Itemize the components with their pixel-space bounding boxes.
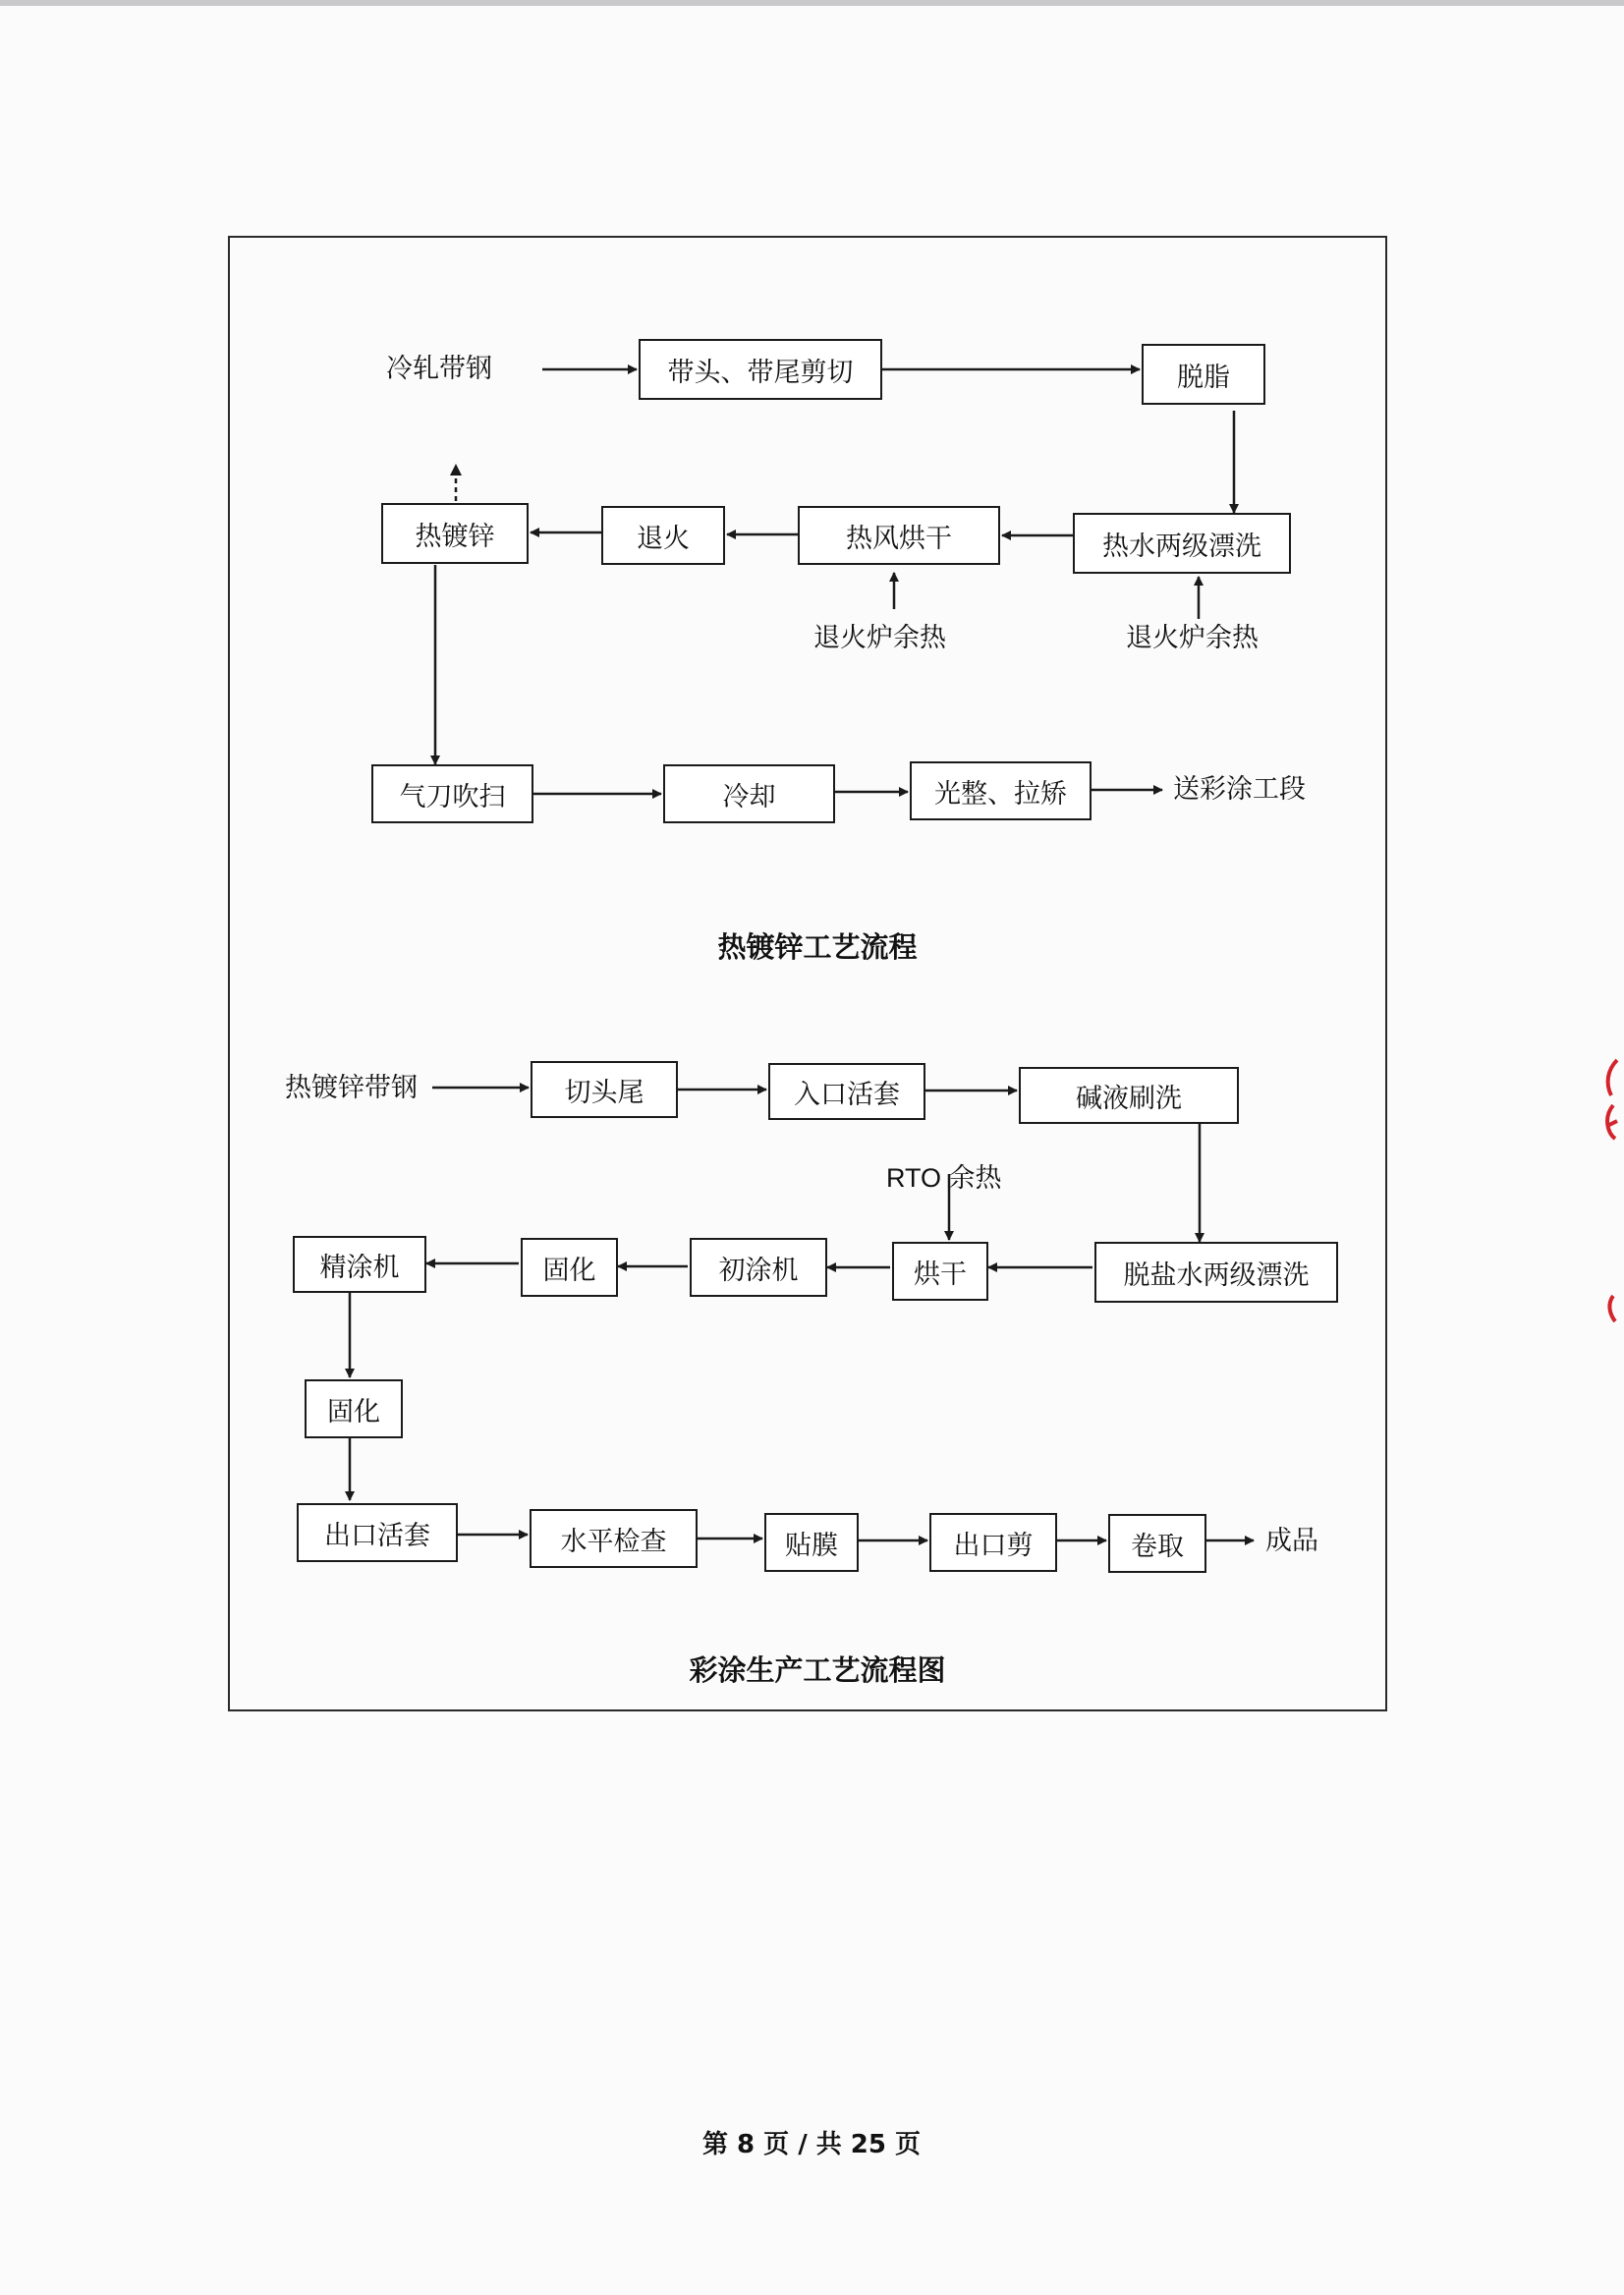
color-coat-caption: 彩涂生产工艺流程图 <box>689 1653 946 1687</box>
hot-dip-caption: 热镀锌工艺流程 <box>717 930 918 964</box>
hot-dip-output-label: 送彩涂工段 <box>1173 774 1306 805</box>
step-head-tail-cutting: 带头、带尾剪切 <box>639 339 882 400</box>
page-number: 第 8 页 / 共 25 页 <box>701 2130 922 2159</box>
rto-waste-heat-label: RTO 余热 <box>886 1163 1002 1193</box>
waste-heat-label-1: 退火炉余热 <box>813 623 946 653</box>
step-hot-dip-galvanizing: 热镀锌 <box>381 503 529 564</box>
step-crop-head-tail: 切头尾 <box>531 1061 678 1118</box>
red-seal-fragment <box>1599 1056 1619 1331</box>
step-drying: 烘干 <box>892 1242 988 1301</box>
waste-heat-label-2: 退火炉余热 <box>1126 623 1259 653</box>
step-degreasing: 脱脂 <box>1142 344 1265 405</box>
step-hot-air-drying: 热风烘干 <box>798 506 1000 565</box>
step-skin-pass-leveling: 光整、拉矫 <box>910 761 1092 820</box>
step-coiling: 卷取 <box>1108 1514 1206 1573</box>
color-coat-output-label: 成品 <box>1265 1526 1318 1556</box>
step-demin-water-rinse: 脱盐水两级漂洗 <box>1094 1242 1338 1303</box>
step-alkali-brushing: 碱液刷洗 <box>1019 1067 1239 1124</box>
step-hot-water-rinse: 热水两级漂洗 <box>1073 513 1291 574</box>
step-level-inspection: 水平检查 <box>530 1509 698 1568</box>
step-annealing: 退火 <box>601 506 725 565</box>
step-air-knife: 气刀吹扫 <box>371 764 533 823</box>
step-entry-looper: 入口活套 <box>768 1063 925 1120</box>
step-finish-coater: 精涂机 <box>293 1236 426 1293</box>
hot-dip-input-label: 冷轧带钢 <box>386 354 492 384</box>
step-primer-coater: 初涂机 <box>690 1238 827 1297</box>
step-curing-1: 固化 <box>521 1238 618 1297</box>
step-exit-shear: 出口剪 <box>929 1513 1057 1572</box>
step-curing-2: 固化 <box>305 1379 403 1438</box>
step-film-laminating: 贴膜 <box>764 1513 859 1572</box>
step-cooling: 冷却 <box>663 764 835 823</box>
step-exit-looper: 出口活套 <box>297 1503 458 1562</box>
color-coat-input-label: 热镀锌带钢 <box>285 1073 418 1103</box>
